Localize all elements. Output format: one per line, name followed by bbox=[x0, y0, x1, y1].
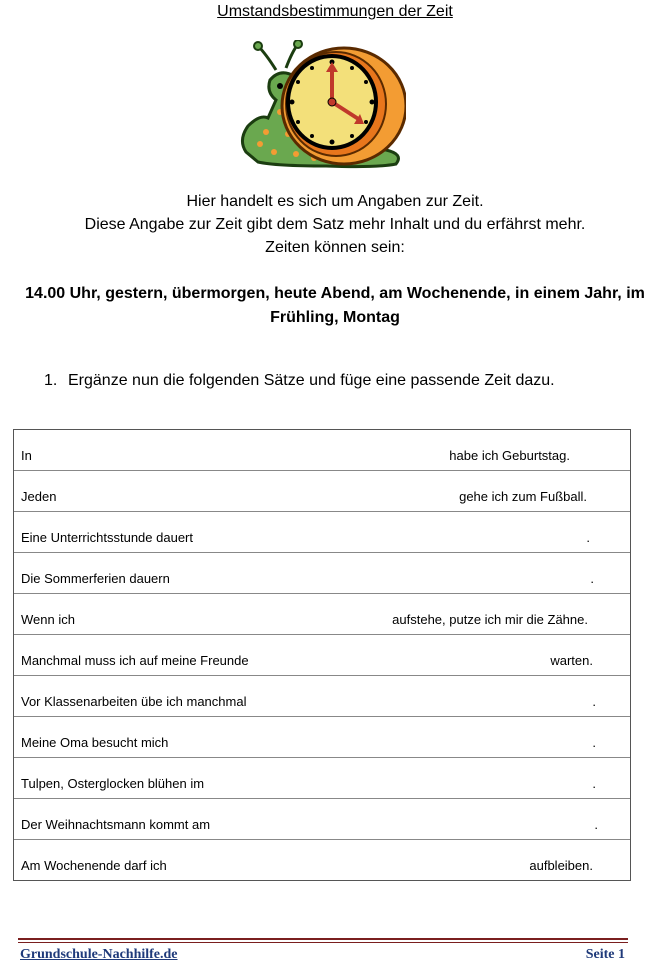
row-end: aufbleiben. bbox=[529, 858, 593, 873]
time-examples: 14.00 Uhr, gestern, übermorgen, heute Abend, am Wochenende, in einem Jahr, im Frühling, Montag bbox=[25, 285, 645, 326]
footer-page-number: Seite 1 bbox=[585, 947, 625, 962]
row-start: Vor Klassenarbeiten übe ich manchmal bbox=[21, 694, 247, 709]
intro-line-1: Hier handelt es sich um Angaben zur Zeit. bbox=[186, 193, 484, 210]
row-start: Die Sommerferien dauern bbox=[21, 571, 170, 586]
exercise-row[interactable] bbox=[14, 430, 630, 471]
exercise-row[interactable] bbox=[14, 799, 630, 840]
row-end: . bbox=[592, 735, 596, 750]
row-end: gehe ich zum Fußball. bbox=[459, 489, 587, 504]
task-text: Ergänze nun die folgenden Sätze und füge eine passende Zeit dazu. bbox=[68, 372, 555, 389]
exercise-row[interactable] bbox=[14, 553, 630, 594]
row-start: In bbox=[21, 448, 32, 463]
row-start: Am Wochenende darf ich bbox=[21, 858, 167, 873]
intro-line-3: Zeiten können sein: bbox=[265, 239, 405, 256]
intro-text bbox=[0, 190, 670, 259]
row-start: Meine Oma besucht mich bbox=[21, 735, 169, 750]
exercise-row[interactable] bbox=[14, 717, 630, 758]
row-end: . bbox=[592, 694, 596, 709]
intro-line-2: Diese Angabe zur Zeit gibt dem Satz mehr Inhalt und du erfährst mehr. bbox=[84, 216, 586, 233]
row-start: Manchmal muss ich auf meine Freunde bbox=[21, 653, 249, 668]
row-start: Eine Unterrichtsstunde dauert bbox=[21, 530, 193, 545]
exercise-row[interactable] bbox=[14, 840, 630, 880]
exercise-row[interactable] bbox=[14, 635, 630, 676]
row-start: Jeden bbox=[21, 489, 57, 504]
snail-clock-illustration bbox=[236, 40, 406, 172]
row-end: . bbox=[594, 817, 598, 832]
exercise-row[interactable] bbox=[14, 594, 630, 635]
exercise-row[interactable] bbox=[14, 512, 630, 553]
row-end: warten. bbox=[550, 653, 593, 668]
exercise-table bbox=[13, 429, 631, 881]
row-end: . bbox=[592, 776, 596, 791]
page-title: Umstandsbestimmungen der Zeit bbox=[217, 3, 453, 20]
row-end: . bbox=[590, 571, 594, 586]
row-end: aufstehe, putze ich mir die Zähne. bbox=[392, 612, 588, 627]
row-end: habe ich Geburtstag. bbox=[449, 448, 570, 463]
footer-site-link[interactable]: Grundschule-Nachhilfe.de bbox=[20, 947, 178, 962]
row-start: Wenn ich bbox=[21, 612, 75, 627]
row-start: Tulpen, Osterglocken blühen im bbox=[21, 776, 205, 791]
footer-divider bbox=[18, 938, 628, 940]
row-end: . bbox=[586, 530, 590, 545]
exercise-row[interactable] bbox=[14, 676, 630, 717]
footer-divider-thin bbox=[18, 942, 628, 943]
exercise-row[interactable] bbox=[14, 758, 630, 799]
task-number: 1. bbox=[44, 372, 58, 389]
exercise-row[interactable] bbox=[14, 471, 630, 512]
row-start: Der Weihnachtsmann kommt am bbox=[21, 817, 211, 832]
task-instruction bbox=[44, 372, 555, 390]
